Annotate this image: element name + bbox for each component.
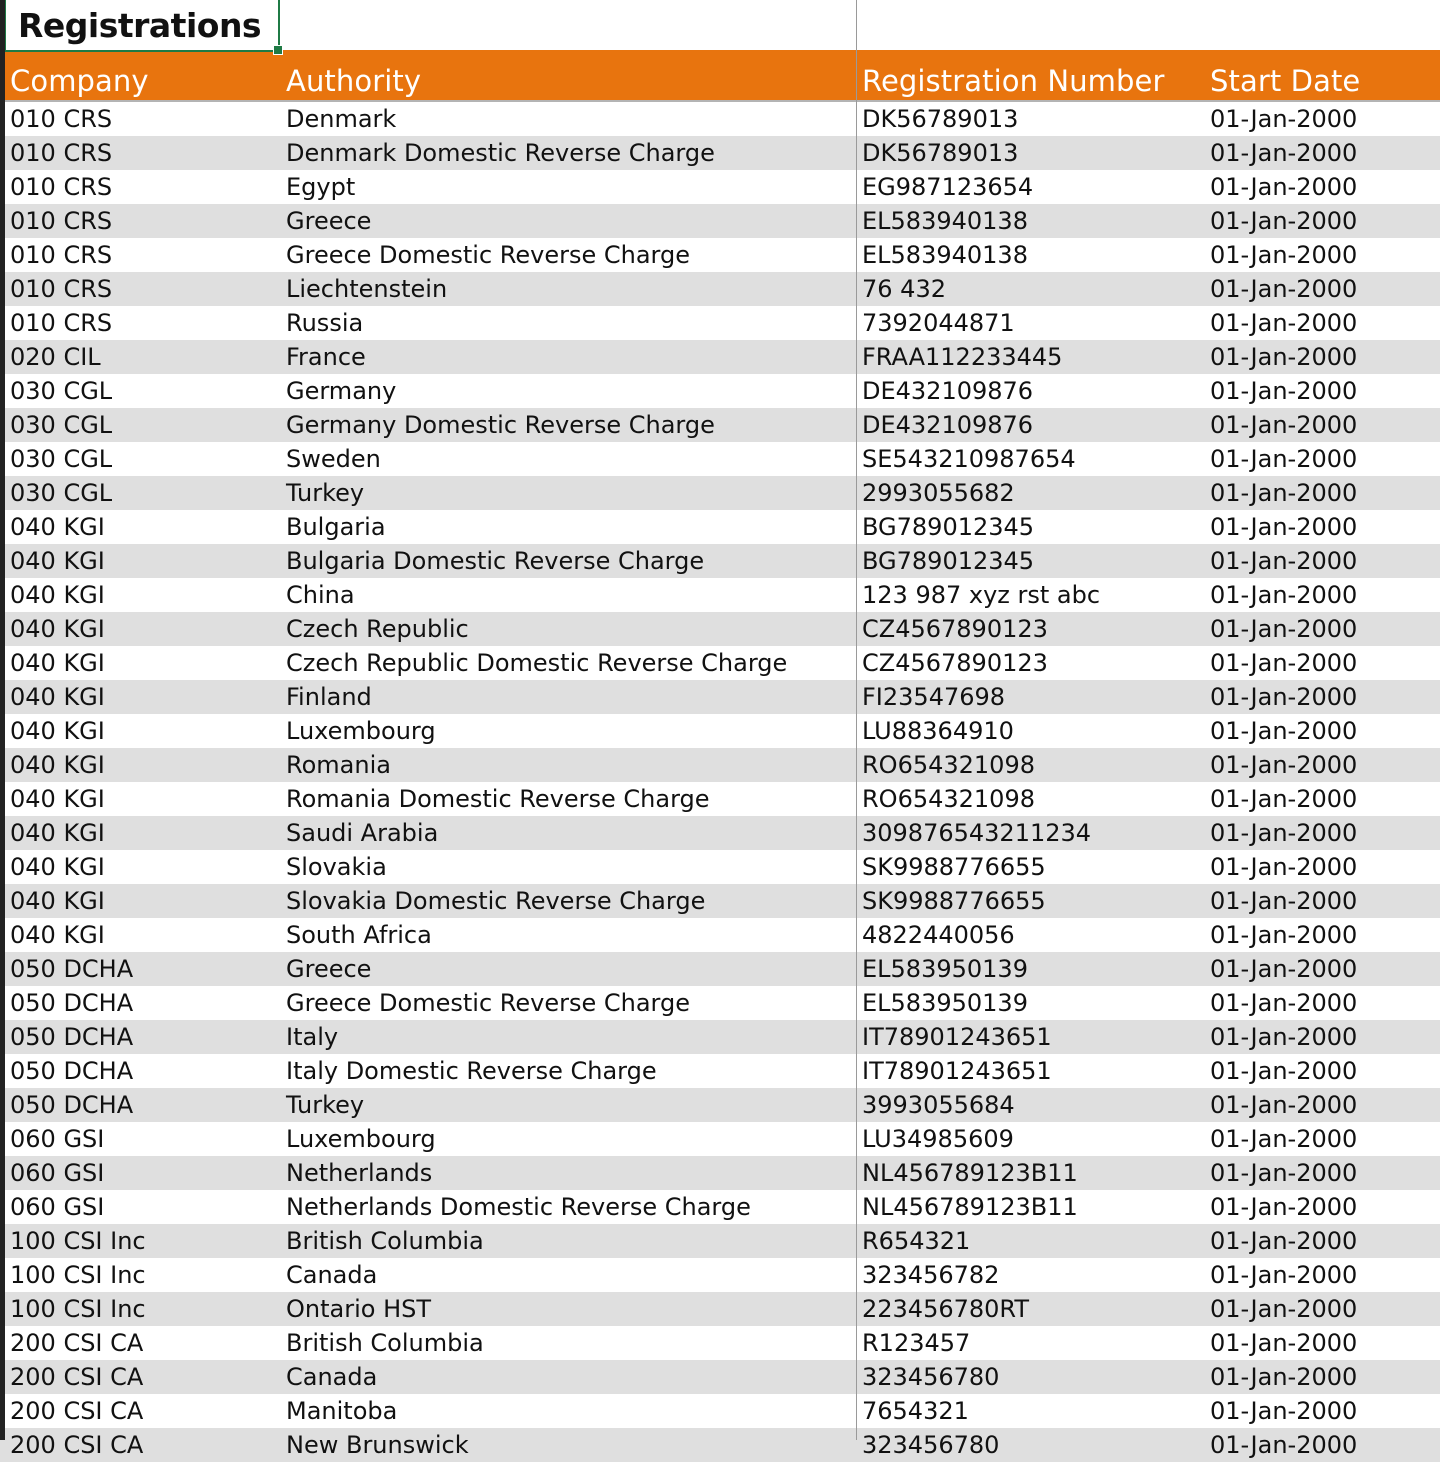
company-cell[interactable]: 100 CSI Inc	[10, 1227, 146, 1255]
registration-number-cell[interactable]: NL456789123B11	[862, 1159, 1078, 1187]
table-row	[0, 408, 1440, 442]
registration-number-cell[interactable]: LU88364910	[862, 717, 1014, 745]
authority-cell[interactable]: Germany	[286, 377, 397, 405]
start-date-cell[interactable]: 01-Jan-2000	[1210, 1091, 1358, 1119]
registration-number-cell[interactable]: DE432109876	[862, 377, 1034, 405]
authority-cell[interactable]: Netherlands Domestic Reverse Charge	[286, 1193, 751, 1221]
start-date-cell[interactable]: 01-Jan-2000	[1210, 1057, 1358, 1085]
start-date-cell[interactable]: 01-Jan-2000	[1210, 717, 1358, 745]
authority-cell[interactable]: Bulgaria	[286, 513, 386, 541]
company-cell[interactable]: 200 CSI CA	[10, 1397, 144, 1425]
company-cell[interactable]: 040 KGI	[10, 547, 105, 575]
table-row	[0, 850, 1440, 884]
table-row	[0, 340, 1440, 374]
start-date-cell[interactable]: 01-Jan-2000	[1210, 819, 1358, 847]
authority-cell[interactable]: British Columbia	[286, 1227, 484, 1255]
registration-number-cell[interactable]: IT78901243651	[862, 1057, 1052, 1085]
start-date-cell[interactable]: 01-Jan-2000	[1210, 649, 1358, 677]
start-date-cell[interactable]: 01-Jan-2000	[1210, 377, 1358, 405]
column-header-company[interactable]: Company	[10, 64, 149, 98]
table-row	[0, 1020, 1440, 1054]
company-cell[interactable]: 200 CSI CA	[10, 1329, 144, 1357]
table-row	[0, 952, 1440, 986]
registration-number-cell[interactable]: 123 987 xyz rst abc	[862, 581, 1101, 609]
start-date-cell[interactable]: 01-Jan-2000	[1210, 275, 1358, 303]
company-cell[interactable]: 040 KGI	[10, 615, 105, 643]
authority-cell[interactable]: Denmark	[286, 105, 397, 133]
table-row	[0, 646, 1440, 680]
registration-number-cell[interactable]: BG789012345	[862, 547, 1035, 575]
registration-number-cell[interactable]: BG789012345	[862, 513, 1035, 541]
table-row	[0, 986, 1440, 1020]
registration-number-cell[interactable]: 323456782	[862, 1261, 1000, 1289]
registration-number-cell[interactable]: EL583940138	[862, 241, 1028, 269]
table-row	[0, 306, 1440, 340]
table-row	[0, 816, 1440, 850]
table-row	[0, 1394, 1440, 1428]
company-cell[interactable]: 030 CGL	[10, 445, 113, 473]
start-date-cell[interactable]: 01-Jan-2000	[1210, 207, 1358, 235]
registration-number-cell[interactable]: 7654321	[862, 1397, 969, 1425]
company-cell[interactable]: 040 KGI	[10, 683, 105, 711]
company-cell[interactable]: 040 KGI	[10, 751, 105, 779]
start-date-cell[interactable]: 01-Jan-2000	[1210, 853, 1358, 881]
authority-cell[interactable]: New Brunswick	[286, 1431, 469, 1459]
authority-cell[interactable]: France	[286, 343, 366, 371]
company-cell[interactable]: 050 DCHA	[10, 1057, 134, 1085]
start-date-cell[interactable]: 01-Jan-2000	[1210, 921, 1358, 949]
authority-cell[interactable]: British Columbia	[286, 1329, 484, 1357]
start-date-cell[interactable]: 01-Jan-2000	[1210, 479, 1358, 507]
company-cell[interactable]: 010 CRS	[10, 207, 113, 235]
table-row	[0, 204, 1440, 238]
start-date-cell[interactable]: 01-Jan-2000	[1210, 955, 1358, 983]
registration-number-cell[interactable]: NL456789123B11	[862, 1193, 1078, 1221]
start-date-cell[interactable]: 01-Jan-2000	[1210, 1329, 1358, 1357]
company-cell[interactable]: 050 DCHA	[10, 955, 134, 983]
company-cell[interactable]: 010 CRS	[10, 275, 113, 303]
authority-cell[interactable]: Bulgaria Domestic Reverse Charge	[286, 547, 705, 575]
company-cell[interactable]: 040 KGI	[10, 853, 105, 881]
fill-handle[interactable]	[273, 45, 283, 55]
registration-number-cell[interactable]: DE432109876	[862, 411, 1034, 439]
column-header-start-date[interactable]: Start Date	[1210, 64, 1361, 98]
company-cell[interactable]: 010 CRS	[10, 139, 113, 167]
start-date-cell[interactable]: 01-Jan-2000	[1210, 445, 1358, 473]
company-cell[interactable]: 200 CSI CA	[10, 1363, 144, 1391]
authority-cell[interactable]: Luxembourg	[286, 1125, 436, 1153]
registration-number-cell[interactable]: FRAA112233445	[862, 343, 1063, 371]
authority-cell[interactable]: Luxembourg	[286, 717, 436, 745]
start-date-cell[interactable]: 01-Jan-2000	[1210, 751, 1358, 779]
table-row	[0, 1360, 1440, 1394]
start-date-cell[interactable]: 01-Jan-2000	[1210, 1227, 1358, 1255]
authority-cell[interactable]: Turkey	[286, 479, 365, 507]
company-cell[interactable]: 100 CSI Inc	[10, 1261, 146, 1289]
company-cell[interactable]: 100 CSI Inc	[10, 1295, 146, 1323]
registration-number-cell[interactable]: EL583950139	[862, 955, 1028, 983]
table-row	[0, 782, 1440, 816]
authority-cell[interactable]: South Africa	[286, 921, 432, 949]
authority-cell[interactable]: Slovakia Domestic Reverse Charge	[286, 887, 706, 915]
authority-cell[interactable]: Greece Domestic Reverse Charge	[286, 241, 690, 269]
table-row	[0, 1292, 1440, 1326]
authority-cell[interactable]: Greece Domestic Reverse Charge	[286, 989, 690, 1017]
start-date-cell[interactable]: 01-Jan-2000	[1210, 581, 1358, 609]
registration-number-cell[interactable]: 309876543211234	[862, 819, 1092, 847]
table-row	[0, 1224, 1440, 1258]
registration-number-cell[interactable]: SK9988776655	[862, 853, 1046, 881]
registration-number-cell[interactable]: EG987123654	[862, 173, 1034, 201]
company-cell[interactable]: 020 CIL	[10, 343, 101, 371]
table-row	[0, 1156, 1440, 1190]
authority-cell[interactable]: Czech Republic Domestic Reverse Charge	[286, 649, 788, 677]
company-cell[interactable]: 040 KGI	[10, 717, 105, 745]
column-divider	[856, 0, 857, 1440]
company-cell[interactable]: 040 KGI	[10, 887, 105, 915]
authority-cell[interactable]: Slovakia	[286, 853, 387, 881]
start-date-cell[interactable]: 01-Jan-2000	[1210, 1295, 1358, 1323]
registration-number-cell[interactable]: 7392044871	[862, 309, 1015, 337]
company-cell[interactable]: 200 CSI CA	[10, 1431, 144, 1459]
authority-cell[interactable]: Romania	[286, 751, 391, 779]
table-row	[0, 272, 1440, 306]
registration-number-cell[interactable]: 4822440056	[862, 921, 1015, 949]
start-date-cell[interactable]: 01-Jan-2000	[1210, 1193, 1358, 1221]
table-row	[0, 1122, 1440, 1156]
start-date-cell[interactable]: 01-Jan-2000	[1210, 1397, 1358, 1425]
start-date-cell[interactable]: 01-Jan-2000	[1210, 1261, 1358, 1289]
company-cell[interactable]: 050 DCHA	[10, 989, 134, 1017]
registration-number-cell[interactable]: CZ4567890123	[862, 615, 1048, 643]
start-date-cell[interactable]: 01-Jan-2000	[1210, 887, 1358, 915]
start-date-cell[interactable]: 01-Jan-2000	[1210, 683, 1358, 711]
table-header-row	[0, 50, 1440, 100]
table-row	[0, 1326, 1440, 1360]
registration-number-cell[interactable]: EL583950139	[862, 989, 1028, 1017]
authority-cell[interactable]: Romania Domestic Reverse Charge	[286, 785, 710, 813]
table-row	[0, 374, 1440, 408]
company-cell[interactable]: 040 KGI	[10, 513, 105, 541]
authority-cell[interactable]: Canada	[286, 1363, 378, 1391]
authority-cell[interactable]: Czech Republic	[286, 615, 469, 643]
start-date-cell[interactable]: 01-Jan-2000	[1210, 1363, 1358, 1391]
table-row	[0, 1088, 1440, 1122]
table-row	[0, 714, 1440, 748]
start-date-cell[interactable]: 01-Jan-2000	[1210, 615, 1358, 643]
start-date-cell[interactable]: 01-Jan-2000	[1210, 547, 1358, 575]
table-row	[0, 612, 1440, 646]
company-cell[interactable]: 040 KGI	[10, 649, 105, 677]
table-row	[0, 476, 1440, 510]
authority-cell[interactable]: Germany Domestic Reverse Charge	[286, 411, 715, 439]
start-date-cell[interactable]: 01-Jan-2000	[1210, 785, 1358, 813]
authority-cell[interactable]: Netherlands	[286, 1159, 433, 1187]
registration-number-cell[interactable]: RO654321098	[862, 751, 1035, 779]
registration-number-cell[interactable]: LU34985609	[862, 1125, 1014, 1153]
registration-number-cell[interactable]: CZ4567890123	[862, 649, 1048, 677]
start-date-cell[interactable]: 01-Jan-2000	[1210, 989, 1358, 1017]
selected-title-cell[interactable]	[4, 0, 280, 52]
start-date-cell[interactable]: 01-Jan-2000	[1210, 139, 1358, 167]
registration-number-cell[interactable]: R654321	[862, 1227, 971, 1255]
start-date-cell[interactable]: 01-Jan-2000	[1210, 343, 1358, 371]
authority-cell[interactable]: China	[286, 581, 355, 609]
company-cell[interactable]: 040 KGI	[10, 921, 105, 949]
start-date-cell[interactable]: 01-Jan-2000	[1210, 411, 1358, 439]
start-date-cell[interactable]: 01-Jan-2000	[1210, 1159, 1358, 1187]
header-divider	[0, 100, 1440, 102]
company-cell[interactable]: 040 KGI	[10, 785, 105, 813]
registration-number-cell[interactable]: 3993055684	[862, 1091, 1015, 1119]
table-row	[0, 1258, 1440, 1292]
authority-cell[interactable]: Turkey	[286, 1091, 365, 1119]
registration-number-cell[interactable]: EL583940138	[862, 207, 1028, 235]
authority-cell[interactable]: Greece	[286, 955, 372, 983]
authority-cell[interactable]: Italy	[286, 1023, 339, 1051]
company-cell[interactable]: 030 CGL	[10, 377, 113, 405]
company-cell[interactable]: 010 CRS	[10, 173, 113, 201]
authority-cell[interactable]: Liechtenstein	[286, 275, 448, 303]
registration-number-cell[interactable]: R123457	[862, 1329, 971, 1357]
table-row	[0, 884, 1440, 918]
company-cell[interactable]: 040 KGI	[10, 581, 105, 609]
start-date-cell[interactable]: 01-Jan-2000	[1210, 241, 1358, 269]
table-row	[0, 1054, 1440, 1088]
table-row	[0, 102, 1440, 136]
table-row	[0, 1428, 1440, 1462]
authority-cell[interactable]: Saudi Arabia	[286, 819, 439, 847]
sheet-left-border	[0, 0, 5, 1440]
table-body	[0, 102, 1440, 1462]
authority-cell[interactable]: Denmark Domestic Reverse Charge	[286, 139, 715, 167]
company-cell[interactable]: 050 DCHA	[10, 1091, 134, 1119]
registration-number-cell[interactable]: SK9988776655	[862, 887, 1046, 915]
company-cell[interactable]: 060 GSI	[10, 1193, 105, 1221]
table-row	[0, 748, 1440, 782]
table-row	[0, 680, 1440, 714]
authority-cell[interactable]: Russia	[286, 309, 364, 337]
column-header-authority[interactable]: Authority	[286, 64, 422, 98]
registration-number-cell[interactable]: 76 432	[862, 275, 946, 303]
authority-cell[interactable]: Greece	[286, 207, 372, 235]
registration-number-cell[interactable]: 223456780RT	[862, 1295, 1030, 1323]
table-row	[0, 918, 1440, 952]
sheet-title: Registrations	[18, 6, 262, 45]
table-row	[0, 136, 1440, 170]
start-date-cell[interactable]: 01-Jan-2000	[1210, 1125, 1358, 1153]
start-date-cell[interactable]: 01-Jan-2000	[1210, 105, 1358, 133]
registration-number-cell[interactable]: FI23547698	[862, 683, 1006, 711]
column-header-registration-number[interactable]: Registration Number	[862, 64, 1165, 98]
table-row	[0, 544, 1440, 578]
company-cell[interactable]: 030 CGL	[10, 479, 113, 507]
company-cell[interactable]: 060 GSI	[10, 1159, 105, 1187]
start-date-cell[interactable]: 01-Jan-2000	[1210, 309, 1358, 337]
table-row	[0, 170, 1440, 204]
table-row	[0, 510, 1440, 544]
company-cell[interactable]: 010 CRS	[10, 105, 113, 133]
authority-cell[interactable]: Ontario HST	[286, 1295, 432, 1323]
company-cell[interactable]: 010 CRS	[10, 309, 113, 337]
authority-cell[interactable]: Canada	[286, 1261, 378, 1289]
start-date-cell[interactable]: 01-Jan-2000	[1210, 173, 1358, 201]
authority-cell[interactable]: Manitoba	[286, 1397, 398, 1425]
start-date-cell[interactable]: 01-Jan-2000	[1210, 1431, 1358, 1459]
table-row	[0, 442, 1440, 476]
registration-number-cell[interactable]: DK56789013	[862, 105, 1019, 133]
authority-cell[interactable]: Sweden	[286, 445, 381, 473]
start-date-cell[interactable]: 01-Jan-2000	[1210, 513, 1358, 541]
registration-number-cell[interactable]: IT78901243651	[862, 1023, 1052, 1051]
company-cell[interactable]: 040 KGI	[10, 819, 105, 847]
registration-number-cell[interactable]: 2993055682	[862, 479, 1015, 507]
authority-cell[interactable]: Italy Domestic Reverse Charge	[286, 1057, 657, 1085]
company-cell[interactable]: 050 DCHA	[10, 1023, 134, 1051]
start-date-cell[interactable]: 01-Jan-2000	[1210, 1023, 1358, 1051]
table-row	[0, 578, 1440, 612]
authority-cell[interactable]: Finland	[286, 683, 372, 711]
registration-number-cell[interactable]: 323456780	[862, 1363, 1000, 1391]
registration-number-cell[interactable]: RO654321098	[862, 785, 1035, 813]
authority-cell[interactable]: Egypt	[286, 173, 356, 201]
company-cell[interactable]: 060 GSI	[10, 1125, 105, 1153]
registration-number-cell[interactable]: 323456780	[862, 1431, 1000, 1459]
table-row	[0, 238, 1440, 272]
table-row	[0, 1190, 1440, 1224]
registration-number-cell[interactable]: SE543210987654	[862, 445, 1076, 473]
company-cell[interactable]: 010 CRS	[10, 241, 113, 269]
registration-number-cell[interactable]: DK56789013	[862, 139, 1019, 167]
company-cell[interactable]: 030 CGL	[10, 411, 113, 439]
